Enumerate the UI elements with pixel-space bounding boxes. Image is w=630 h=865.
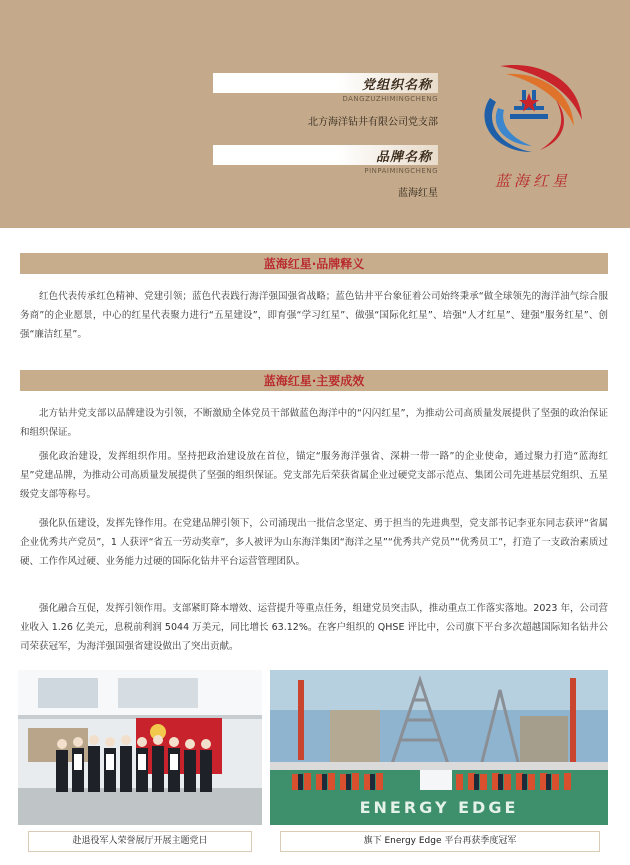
- section-brand-meaning-bar: [20, 253, 608, 274]
- brand-pinyin: PINPAIMINGCHENG: [364, 167, 438, 175]
- photo-energy-edge-caption: 旗下 Energy Edge 平台再获季度冠军: [280, 831, 600, 852]
- brand-value: 蓝海红星: [398, 188, 438, 199]
- achievement-paragraph-1: 北方钻井党支部以品牌建设为引领，不断激励全体党员干部做蓝色海洋中的“闪闪红星”，为推动公司高质量发展提供了坚强的政治保证和组织保证。: [20, 408, 608, 438]
- section-achievements-bar: [20, 370, 608, 391]
- brand-label: 品牌名称: [375, 150, 432, 165]
- section-achievements-title: 蓝海红星·主要成效: [263, 374, 365, 388]
- header-banner: [0, 0, 630, 228]
- achievement-paragraph-4: 强化融合互促，发挥引领作用。支部紧盯降本增效、运营提升等重点任务，组建党员突击队，推动重点工作落实落地。2023 年，公司营业收入 1.26 亿美元，息税前利润 5044 万美元，同比增长 63.12%。在客户组织的 QHSE 评比中，公司旗下平台多次超越国际知名钻井公司荣获冠军，为海洋强国强省建设做出了突出贡献。: [20, 603, 608, 652]
- org-value: 北方海洋钻井有限公司党支部: [308, 117, 438, 128]
- photo-party-day-caption: 赴退役军人荣誉展厅开展主题党日: [28, 831, 252, 852]
- org-label-bar: [213, 73, 438, 93]
- section-brand-meaning-title: 蓝海红星·品牌释义: [263, 257, 365, 271]
- platform-deck-text: ENERGY EDGE: [359, 798, 519, 817]
- photo-energy-edge: [270, 670, 608, 825]
- achievement-paragraph-2: 强化政治建设，发挥组织作用。坚持把政治建设放在首位，锚定“服务海洋强省、深耕一带一路”的企业使命，通过聚力打造“蓝海红星”党建品牌，为推动公司高质量发展提供了坚强的组织保证。党支部先后荣获省属企业过硬党支部示范点、集团公司先进基层党组织、五星级党支部等称号。: [20, 451, 608, 500]
- logo-text: 蓝海红星: [494, 172, 571, 190]
- org-label: 党组织名称: [361, 78, 432, 93]
- brand-label-bar: [213, 145, 438, 165]
- brand-meaning-paragraph: 红色代表传承红色精神、党建引领；蓝色代表践行海洋强国强省战略；蓝色钻井平台象征着公司始终秉承“做全球领先的海洋油气综合服务商”的企业愿景，中心的红星代表聚力进行“五星建设”，即育强“学习红星”、做强“国际化红星”、培强“人才红星”、建强“服务红星”、创强“廉洁红星”。: [20, 291, 608, 340]
- achievement-paragraph-3: 强化队伍建设，发挥先锋作用。在党建品牌引领下，公司涌现出一批信念坚定、勇于担当的先进典型，党支部书记李亚东同志获评“省属企业优秀共产党员”，1 人获评“省五一劳动奖章”，多人被评为山东海洋集团“海洋之星”“优秀共产党员”“优秀员工”，打造了一支政治素质过硬、工作作风过硬、业务能力过硬的国际化钻井平台运营管理团队。: [20, 518, 608, 567]
- photo-party-day: [18, 670, 262, 825]
- brand-logo: [470, 60, 590, 156]
- org-pinyin: DANGZUZHIMINGCHENG: [342, 95, 438, 103]
